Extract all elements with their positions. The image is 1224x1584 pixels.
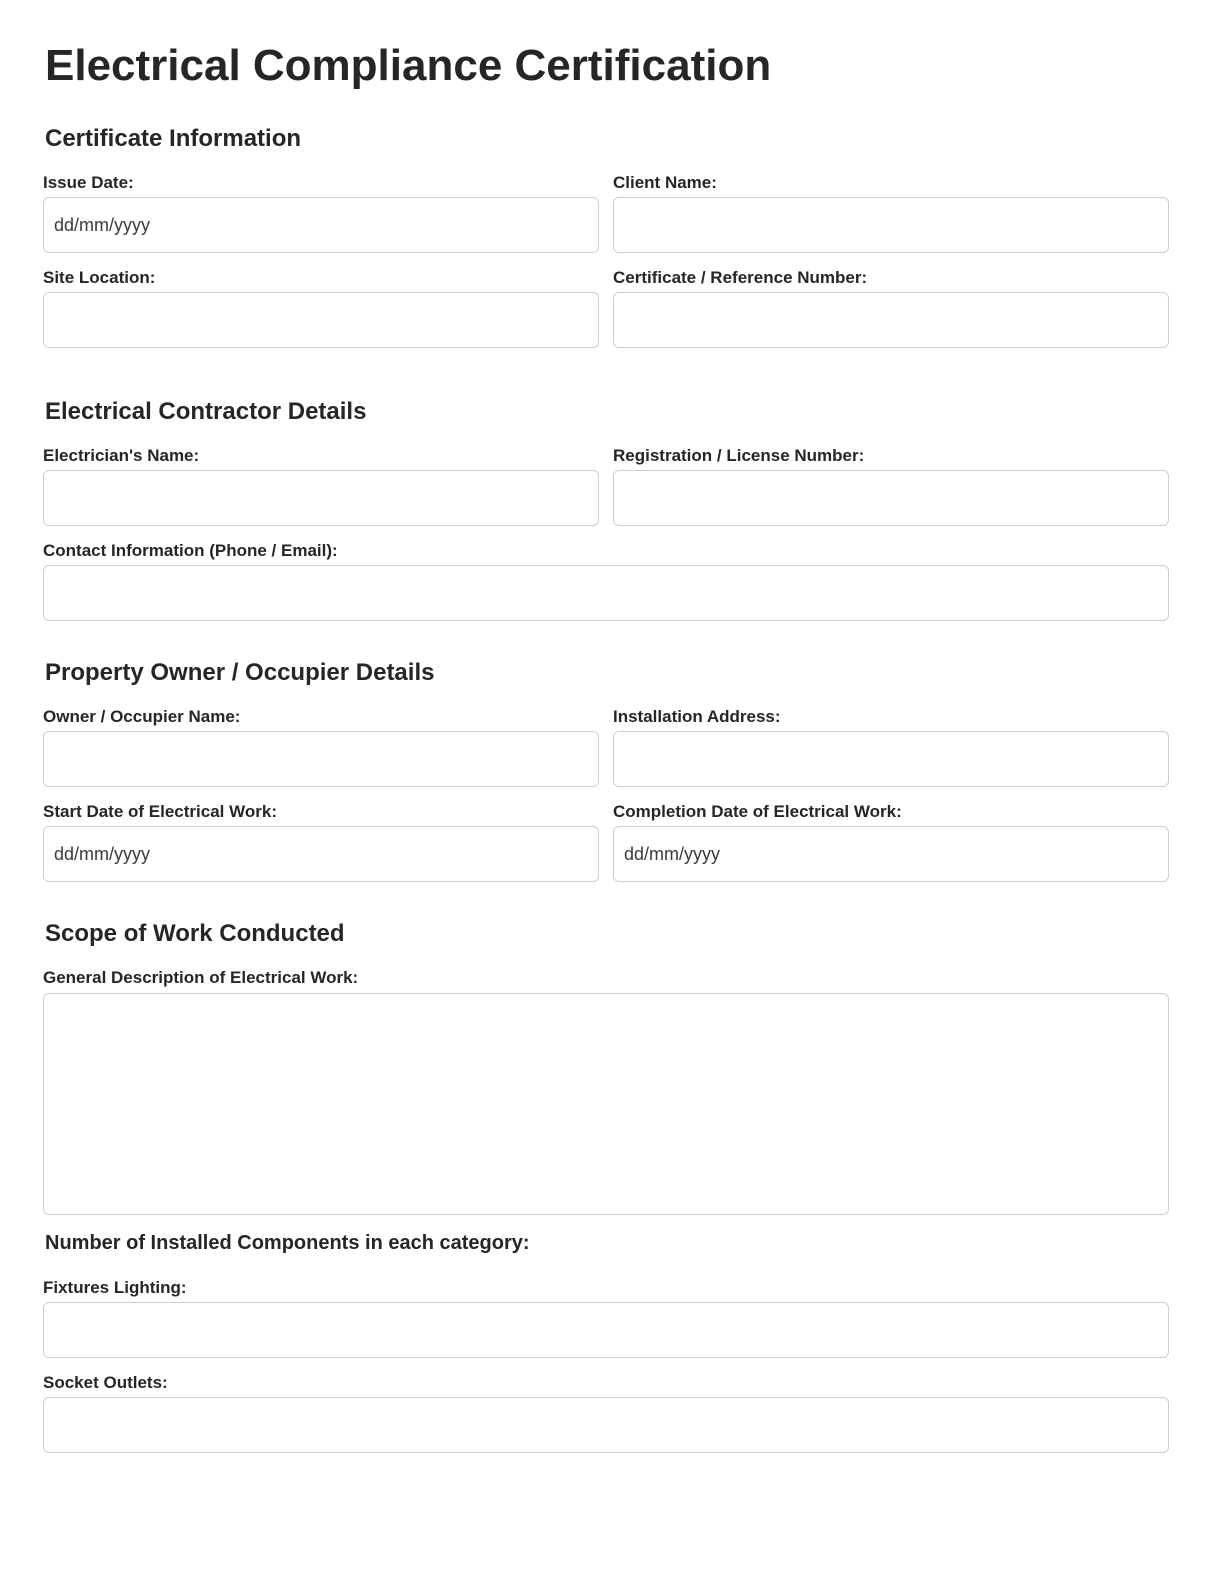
section-heading-owner-details: Property Owner / Occupier Details <box>45 659 435 686</box>
issue-date-label: Issue Date: <box>43 173 134 192</box>
start-date-label: Start Date of Electrical Work: <box>43 802 277 821</box>
installation-address-field[interactable] <box>613 731 1169 787</box>
completion-date-field[interactable] <box>613 826 1169 882</box>
owner-name-field[interactable] <box>43 731 599 787</box>
start-date-placeholder: dd/mm/yyyy <box>54 843 151 864</box>
socket-outlets-label: Socket Outlets: <box>43 1373 168 1392</box>
contact-info-label: Contact Information (Phone / Email): <box>43 541 338 560</box>
section-heading-certificate-information: Certificate Information <box>45 125 302 152</box>
electrician-name-field[interactable] <box>43 470 599 526</box>
socket-outlets-field[interactable] <box>43 1397 1169 1453</box>
reference-number-field[interactable] <box>613 292 1169 348</box>
contact-info-field[interactable] <box>43 565 1169 621</box>
work-description-textarea[interactable] <box>43 993 1169 1215</box>
components-subheading: Number of Installed Components in each category: <box>45 1232 530 1254</box>
license-number-label: Registration / License Number: <box>613 446 865 465</box>
completion-date-placeholder: dd/mm/yyyy <box>624 843 721 864</box>
fixtures-lighting-label: Fixtures Lighting: <box>43 1278 187 1297</box>
section-heading-contractor-details: Electrical Contractor Details <box>45 398 367 425</box>
electrician-name-label: Electrician's Name: <box>43 446 200 465</box>
reference-number-label: Certificate / Reference Number: <box>613 268 868 287</box>
site-location-label: Site Location: <box>43 268 156 287</box>
site-location-field[interactable] <box>43 292 599 348</box>
start-date-field[interactable] <box>43 826 599 882</box>
issue-date-field[interactable] <box>43 197 599 253</box>
installation-address-label: Installation Address: <box>613 707 781 726</box>
client-name-field[interactable] <box>613 197 1169 253</box>
issue-date-placeholder: dd/mm/yyyy <box>54 214 151 235</box>
work-description-label: General Description of Electrical Work: <box>43 968 359 987</box>
fixtures-lighting-field[interactable] <box>43 1302 1169 1358</box>
section-heading-scope-of-work: Scope of Work Conducted <box>45 920 345 947</box>
client-name-label: Client Name: <box>613 173 717 192</box>
page-title: Electrical Compliance Certification <box>45 41 772 90</box>
completion-date-label: Completion Date of Electrical Work: <box>613 802 902 821</box>
license-number-field[interactable] <box>613 470 1169 526</box>
owner-name-label: Owner / Occupier Name: <box>43 707 241 726</box>
